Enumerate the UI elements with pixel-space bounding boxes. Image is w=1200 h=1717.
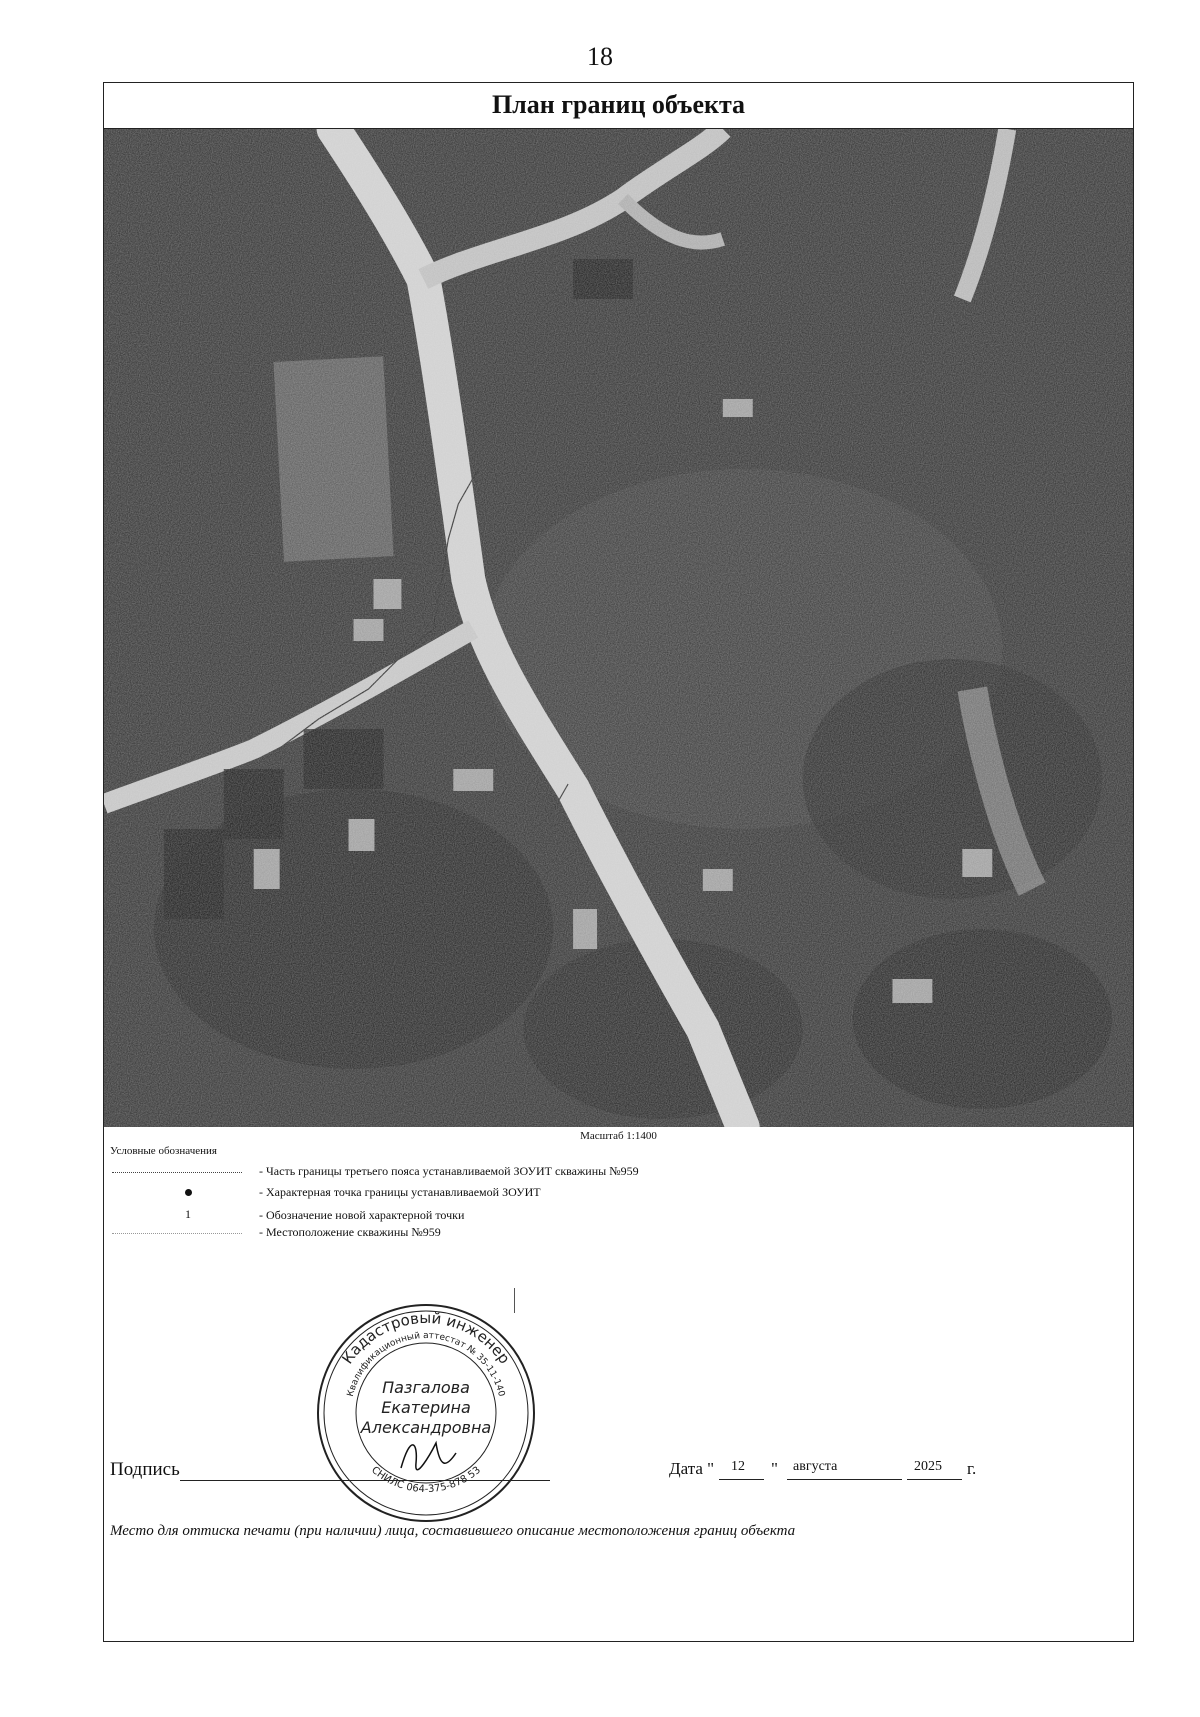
map-image bbox=[104, 129, 1133, 1127]
date-year: 2025 bbox=[914, 1459, 942, 1474]
legend-item-text: - Обозначение новой характерной точки bbox=[259, 1208, 465, 1222]
signature-label: Подпись bbox=[110, 1459, 180, 1480]
svg-text:СНИЛС 064-375-878 53: СНИЛС 064-375-878 53 bbox=[369, 1464, 483, 1496]
dotted-line-symbol bbox=[112, 1224, 242, 1242]
svg-text:Екатерина: Екатерина bbox=[381, 1398, 471, 1417]
svg-text:Кадастровый инженер: Кадастровый инженер bbox=[338, 1308, 514, 1368]
legend-item bbox=[104, 1224, 1133, 1242]
svg-text:Квалификационный аттестат № 35: Квалификационный аттестат № 35-11-140 bbox=[345, 1330, 507, 1398]
date-month: августа bbox=[793, 1459, 838, 1474]
point-number-symbol: 1 bbox=[185, 1207, 191, 1221]
date-block bbox=[669, 1459, 1129, 1485]
boundary-point-symbol bbox=[112, 1184, 242, 1202]
date-label: Дата " bbox=[669, 1459, 715, 1478]
stamp-footnote: Место для оттиска печати (при наличии) лица, составившего описание местоположения границ объекта bbox=[110, 1523, 796, 1539]
legend-item-text: - Характерная точка границы устанавливаемой ЗОУИТ bbox=[259, 1185, 541, 1199]
legend-item bbox=[104, 1207, 1133, 1225]
legend-item-text: - Часть границы третьего пояса устанавливаемой ЗОУИТ скважины №959 bbox=[259, 1164, 639, 1178]
page-title: План границ объекта bbox=[104, 83, 1133, 129]
legend-heading: Условные обозначения bbox=[110, 1145, 217, 1157]
legend-item-text: - Местоположение скважины №959 bbox=[259, 1225, 441, 1239]
svg-text:Александровна: Александровна bbox=[360, 1418, 492, 1437]
page-number: 18 bbox=[587, 42, 613, 71]
document-frame bbox=[103, 82, 1134, 1642]
dotted-line-symbol bbox=[112, 1163, 242, 1181]
map-scale: Масштаб 1:1400 bbox=[580, 1130, 657, 1142]
signature-line bbox=[180, 1480, 550, 1481]
legend-item bbox=[104, 1163, 1133, 1181]
date-day: 12 bbox=[731, 1459, 745, 1474]
satellite-map[interactable] bbox=[104, 129, 1133, 1127]
legend-item bbox=[104, 1184, 1133, 1202]
date-year-suffix: г. bbox=[967, 1459, 977, 1478]
date-quote: " bbox=[771, 1459, 778, 1478]
engineer-stamp bbox=[306, 1293, 546, 1533]
svg-text:Пазгалова: Пазгалова bbox=[382, 1378, 470, 1397]
